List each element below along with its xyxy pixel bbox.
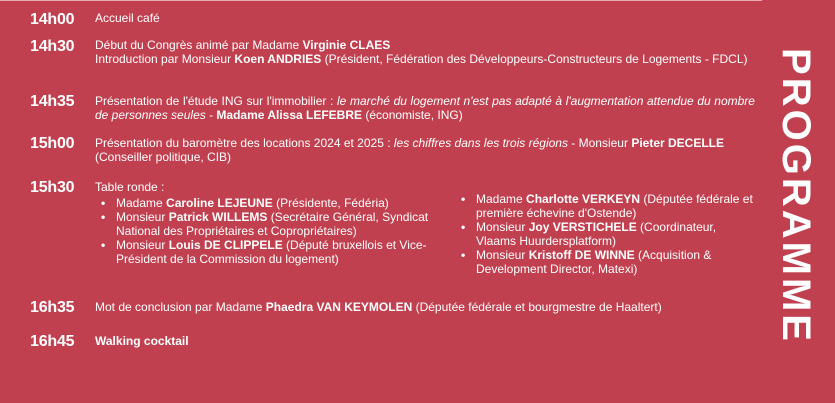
list-item: • Monsieur Patrick WILLEMS (Secrétaire Général, Syndicat National des Propriétaires et Copropriétaires) <box>95 210 430 238</box>
list-item: • Madame Charlotte VERKEYN (Députée fédérale et première échevine d'Ostende) <box>455 192 755 220</box>
barometer-subtitle: les chiffres dans les trois régions <box>393 136 568 150</box>
item-text: Accueil café <box>95 11 160 25</box>
time-label: 16h45 <box>30 333 75 350</box>
speaker-name: Phaedra VAN KEYMOLEN <box>265 300 413 314</box>
time-label: 15h00 <box>30 135 75 152</box>
list-item: • Monsieur Joy VERSTICHELE (Coordinateur, Vlaams Huurdersplatform) <box>455 220 755 248</box>
time-label: 14h30 <box>30 38 75 55</box>
item-text: Walking cocktail <box>95 334 189 348</box>
side-title-text: PROGRAMME <box>774 48 818 344</box>
introduction-line: Introduction par Monsieur Koen ANDRIES (Président, Fédération des Développeurs-Constructeurs de Logements - FDCL) <box>95 52 748 66</box>
time-label: 15h30 <box>30 179 75 196</box>
speaker-name: Pieter DECELLE <box>631 136 725 150</box>
item-text <box>95 38 755 66</box>
list-item: • Madame Caroline LEJEUNE (Présidente, Fédéria) <box>95 196 430 210</box>
item-text: Présentation de l'étude ING sur l'immobilier : le marché du logement n'est pas adapté à l'augmentation attendue du nombre de personnes seules - Madame Alissa LEFEBRE (économiste, ING) <box>95 94 755 122</box>
time-label: 14h35 <box>30 93 75 110</box>
time-label: 16h35 <box>30 299 75 316</box>
list-item: • Monsieur Kristoff DE WINNE (Acquisition & Development Director, Matexi) <box>455 248 755 276</box>
speaker-name: Koen ANDRIES <box>234 52 322 66</box>
study-title: le marché du logement n'est pas adapté à l'augmentation attendue du nombre de personnes seules <box>95 94 755 122</box>
panelists-right <box>455 192 755 276</box>
panelists-left <box>95 196 430 266</box>
speaker-name: Virginie CLAES <box>302 38 391 52</box>
item-text: Mot de conclusion par Madame Phaedra VAN KEYMOLEN (Députée fédérale et bourgmestre de Haaltert) <box>95 300 662 314</box>
programme-side-title <box>772 24 820 368</box>
time-label: 14h00 <box>30 11 75 28</box>
round-table-heading: Table ronde : <box>95 180 165 194</box>
list-item: • Monsieur Louis DE CLIPPELE (Député bruxellois et Vice-Président de la Commission du logement) <box>95 238 430 266</box>
top-divider <box>0 0 762 1</box>
speaker-name: Madame Alissa LEFEBRE <box>216 108 363 122</box>
congress-opening-line: Début du Congrès animé par Madame Virginie CLAES <box>95 38 391 52</box>
item-text: Présentation du baromètre des locations 2024 et 2025 : les chiffres dans les trois régions - Monsieur Pieter DECELLE (Conseiller politique, CIB) <box>95 136 725 164</box>
